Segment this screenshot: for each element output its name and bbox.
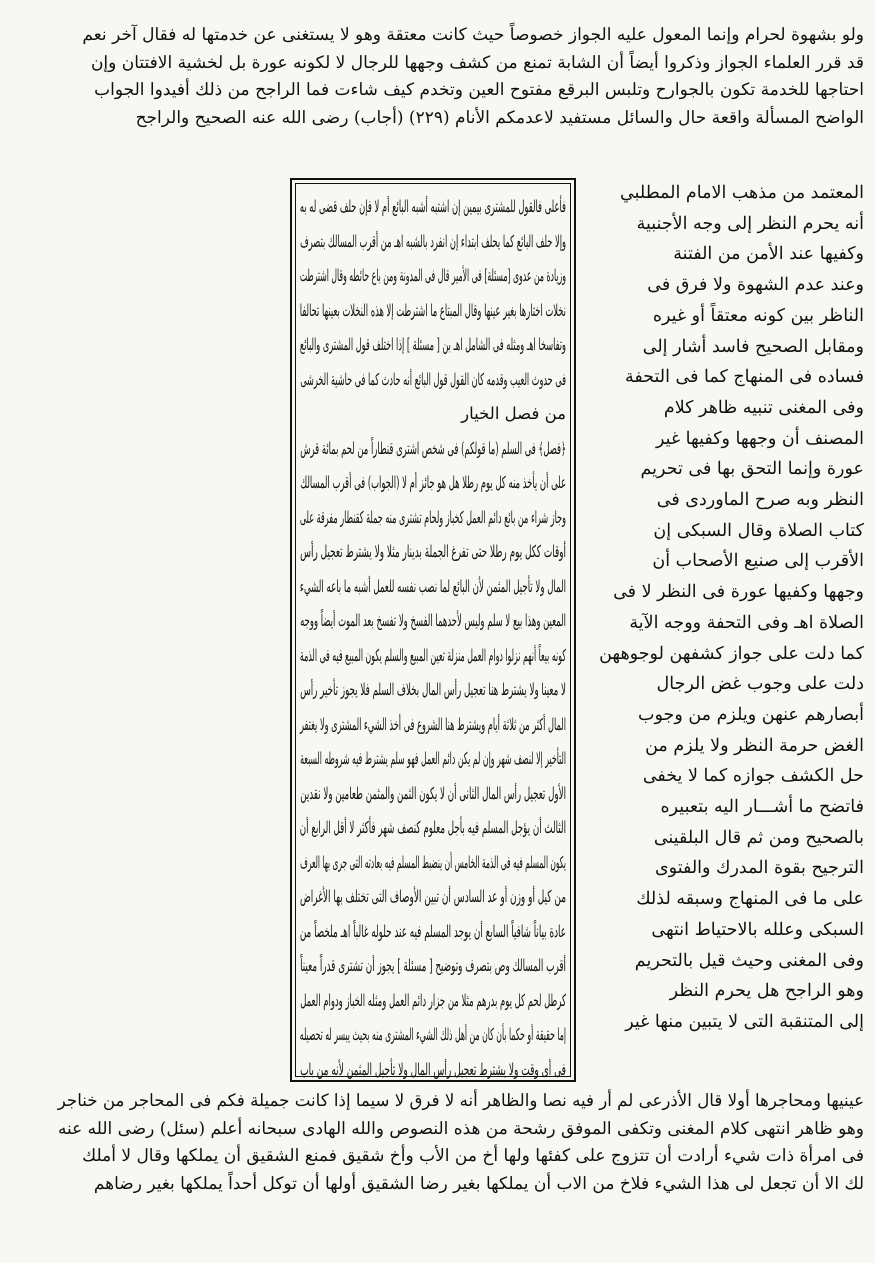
top-line-1: ولو بشهوة لحرام وإنما المعول عليه الجواز خصوصاً حيث كانت معتقة وهو لا يستغنى عن خدمتها له فقال آخر نعم [82, 25, 864, 45]
box-line: فى أى وقت ولا يشترط تعجيل رأس المال ولا تأجيل المثمن لأنه من باب [300, 1059, 566, 1079]
box-line: يكون المسلم فيه فى الذمة الخامس أن ينضبط المسلم فيه بعادته التى جرى بها العرف [300, 852, 566, 872]
side-line: الصلاة اهـ وفى التحفة ووجه الآية [629, 612, 864, 633]
box-line: ﴿فصل﴾ فى السلم (ما قولكم) فى شخص اشترى قنطاراً من لحم بمائة قرش [300, 438, 566, 458]
top-line-2: قد قرر العلماء الجواز وذكروا أيضاً أن الشابة تمنع من كشف وجهها للرجال لا لكونه عورة بل لخشية الافتتان وإن [90, 52, 864, 73]
side-line: أنه يحرم النظر إلى وجه الأجنبية [636, 213, 864, 234]
side-line: المصنف أن وجهها وكفيها غير [656, 428, 864, 449]
side-line: عورة وإنما التحق بها فى تحريم [640, 459, 864, 480]
commentary-lines [300, 190, 566, 1087]
box-line: التأخير إلا لنصف شهر وإن لم يكن دائم العمل فهو سلم يشترط فيه شروطه السبعة [300, 749, 566, 768]
side-line: وفى المغنى تنبيه ظاهر كلام [663, 397, 864, 418]
box-line: الأول تعجيل رأس المال الثانى أن لا يكون الثمن والمثمن طعامين ولا نقدين [300, 783, 566, 803]
side-line: الأقرب إلى صنيع الأصحاب أن [652, 551, 864, 572]
box-line: المال ولا تأجيل المثمن لأن البائع لما نصب نفسه للعمل أشبه ما باعه الشيء [299, 576, 566, 596]
right-column-text [582, 178, 864, 1038]
box-line: عادة بياناً شافياً السابع أن يوجد المسلم فيه عند حلوله غالباً اهـ ملخصاً من [299, 921, 566, 941]
bottom-text-block [58, 1088, 864, 1198]
box-line: كونه بيعاً أنهم نزلوا دوام العمل منزلة تعين المبيع والسلم يكون المبيع فيه فى الذمة [299, 645, 566, 665]
side-line: الغض حرمة النظر ولا يلزم من [645, 735, 864, 756]
side-line: وفى المغنى وحيث قيل بالتحريم [634, 950, 864, 971]
side-line: فاتضح ما أشـــار اليه بتعبيره [660, 797, 864, 818]
bottom-line-2: وهو ظاهر انتهى كلام المغنى وتكفى الموفق رشحة من هذه النصوص والله الهادى سبحانه أعلم (سئل) رضى الله عنه [57, 1118, 865, 1139]
side-line: النظر وبه صرح الماوردى فى [656, 490, 864, 511]
side-line: وعند عدم الشهوة ولا فرق فى [647, 275, 864, 296]
side-line: الناظر بين كونه معتقاً أو غيره [652, 305, 864, 326]
side-line: فساده فى المنهاج كما فى التحفة [624, 367, 864, 388]
box-line: من كيل أو وزن أو عد السادس أن تبين الأوصاف التى تختلف بها الأغراض [299, 887, 566, 906]
box-line: المعين وهذا بيع لا سلم وليس لأحدهما الفسخ ولا تفسخ بعد الموت أيضاً ووجه [300, 611, 566, 630]
box-line: كرطل لحم كل يوم بدرهم مثلا من جزار دائم العمل ومثله الخباز ودوام العمل [300, 990, 566, 1010]
side-line: كتاب الصلاة وقال السبكى إن [653, 520, 864, 541]
box-line: وزيادة من عدوى [مسئلة] فى الأمير قال فى المدونة ومن باع حائطه وقال اشترطت [299, 266, 566, 285]
side-line: حل الكشف جوازه كما لا يخفى [642, 766, 864, 787]
box-line: فأعلى فالقول للمشترى بيمين إن اشتبه أشبه البائع أم لا فإن حلف قضى له به [299, 197, 566, 216]
box-line: أقرب المسالك وص بتصرف وتوضيح [ مسئلة ] يجوز أن تشترى قدراً معيناً [300, 956, 566, 975]
side-line: كما دلت على جواز كشفهن لوجوههن [599, 643, 864, 664]
top-text-block [58, 22, 864, 132]
side-line: ومقابل الصحيح فاسد أشار إلى [642, 336, 864, 357]
box-line: وتفاسخا اهـ ومثله فى الشامل اهـ بن [ مسئلة ] إذا اختلف قول المشترى والبائع [299, 335, 566, 354]
box-line: نخلات اختارها بغير عينها وقال المبتاع ما اشترطت إلا هذه النخلات بعينها تحالفا [299, 300, 566, 320]
box-line: على أن يأخذ منه كل يوم رطلا هل هو جائز أم لا (الجواب) فى أقرب المسالك [300, 473, 566, 492]
top-line-4: الواضح المسألة واقعة حال والسائل مستفيد لاعدمكم الأنام (٢٢٩) (أجاب) رضى الله عنه الصحيح والراجح [135, 107, 864, 128]
box-line: المال أكثر من ثلاثة أيام ويشترط هنا الشروع فى أخذ الشيء المشترى ولا يغتفر [299, 714, 566, 734]
side-line: وجهها وكفيها عورة فى النظر لا فى [613, 582, 864, 603]
box-line: من فصل الخيار [461, 404, 566, 423]
bottom-line-1: عينيها ومحاجرها أولا قال الأذرعى لم أر فيه نصا والظاهر أنه لا فرق لا سيما إذا كانت جميلة فكم فى المحاجر من خناجر [57, 1091, 864, 1111]
side-line: أبصارهم عنهن ويلزم من وجوب [637, 704, 864, 725]
side-line: وهو الراجح هل يحرم النظر [669, 981, 864, 1002]
side-line: وكفيها عند الأمن من الفتنة [673, 244, 864, 265]
top-line-3: احتاجها للخدمة تكون بالجوارح وتلبس البرقع مفتوح العين وتخدم كيف شاءت فما الراجح من ذلك أفيدوا الجواب [94, 80, 864, 101]
box-line: لا معينا ولا يشترط هنا تعجيل رأس المال بخلاف السلم فلا يجوز تأخير رأس [300, 680, 566, 699]
side-line: دلت على وجوب غض الرجال [656, 674, 864, 695]
side-line: بالصحيح ومن ثم قال البلقينى [653, 827, 864, 848]
bottom-line-4: لك الا أن تجعل لى هذا الشيء فلاخ من الاب أن يملكها بغير رضا الشقيق أولها أن توكل أحداً يملكها بغير رضاهم [93, 1173, 864, 1194]
side-line: على ما فى المنهاج وسبقه لذلك [636, 889, 864, 910]
box-line: إما حقيقة أو حكما بأن كان من أهل ذلك الشيء المشترى منه بحيث يبسر له تحصيله [299, 1025, 566, 1044]
box-line: الثالث أن يؤجل المسلم فيه بأجل معلوم كنصف شهر فأكثر لا أقل الرابع أن [299, 818, 566, 837]
box-line: وجاز شراء من بائع دائم العمل كخباز ولحام تشترى منه جملة كقنطار مفرقة على [299, 507, 566, 527]
side-line: إلى المتنقبة التى لا يتبين منها غير [625, 1011, 864, 1032]
box-line: فى حدوث العيب وقدمه كان القول قول البائع أنه حادث كما فى حاشية الخرشى [300, 369, 566, 389]
side-line: المعتمد من مذهب الامام المطلبي [620, 183, 864, 203]
side-line: الترجيح بقوة المدرك والفتوى [654, 858, 864, 879]
side-line: السبكى وعلله بالاحتياط انتهى [651, 919, 864, 940]
box-line: أوقات ككل يوم رطلا حتى تفرغ الجملة بدينار مثلا ولا يشترط تعجيل رأس [300, 542, 566, 561]
box-line: وإلا حلف البائع كما يحلف ابتداء إن انفرد بالشبه اهـ من أقرب المسالك بتصرف [300, 231, 566, 251]
bottom-line-3: فى امرأة ذات شيء أرادت أن تتزوج على كفئها ولها أخ من الأب وأخ شقيق فمنع الشقيق أن يملكها وقال لا أملك [82, 1146, 864, 1167]
